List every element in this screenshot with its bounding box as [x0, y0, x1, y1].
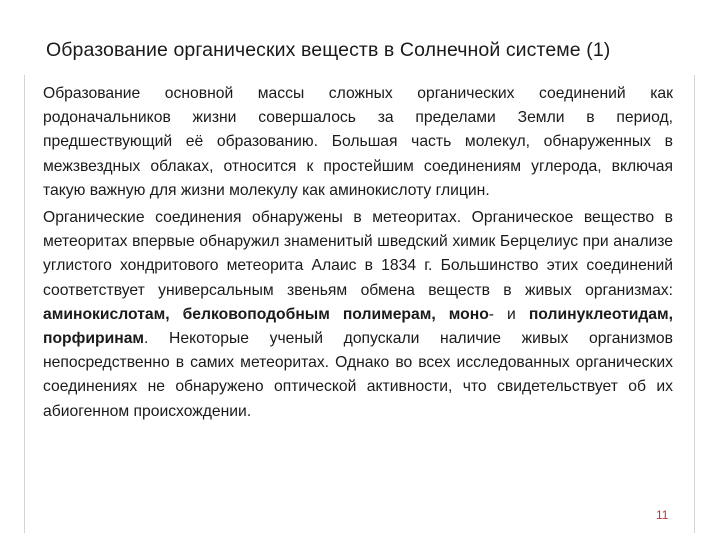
paragraph-2-rest: . Некоторые ученый допускали наличие живых организмов непосредственно в самих метеоритах. Однако во всех исследованных органических соединениях не обнаружено оптической активности, что свидетельствует об их абиогенном происхождении.: [43, 330, 673, 420]
paragraph-2-intro: Органические соединения обнаружены в метеоритах. Органическое вещество в метеоритах впервые обнаружил знаменитый шведский химик Берцелиус при анализе углистого хондритового метеорита Алаис в 1834 г. Большинство этих соединений соответствует универсальным звеньям обмена веществ в живых организмах:: [43, 209, 673, 299]
paragraph-2: [43, 206, 673, 424]
slide-body: [43, 82, 673, 424]
term-porphyrins: порфиринам: [43, 330, 145, 348]
page-number: 11: [656, 508, 669, 522]
term-mono: моно: [448, 305, 489, 323]
paragraph-1: Образование основной массы сложных органических соединений как родоначальников жизни совершалось за пределами Земли в период, предшествующий её образованию. Большая часть молекул, обнаруженных в межзвездных облаках, относится к простейшим соединениям углерода, включая такую важную для жизни молекулу как аминокислоту глицин.: [43, 85, 673, 199]
dash-and: - и: [488, 305, 529, 323]
term-amino-acids: аминокислотам,: [43, 305, 170, 323]
slide-title: Образование органических веществ в Солнечной системе (1): [46, 39, 611, 61]
space: [170, 306, 183, 323]
term-protein-polymers: белковоподобным полимерам,: [182, 305, 436, 323]
term-polynucleotides: полинуклеотидам,: [528, 305, 673, 323]
space: [436, 306, 449, 323]
